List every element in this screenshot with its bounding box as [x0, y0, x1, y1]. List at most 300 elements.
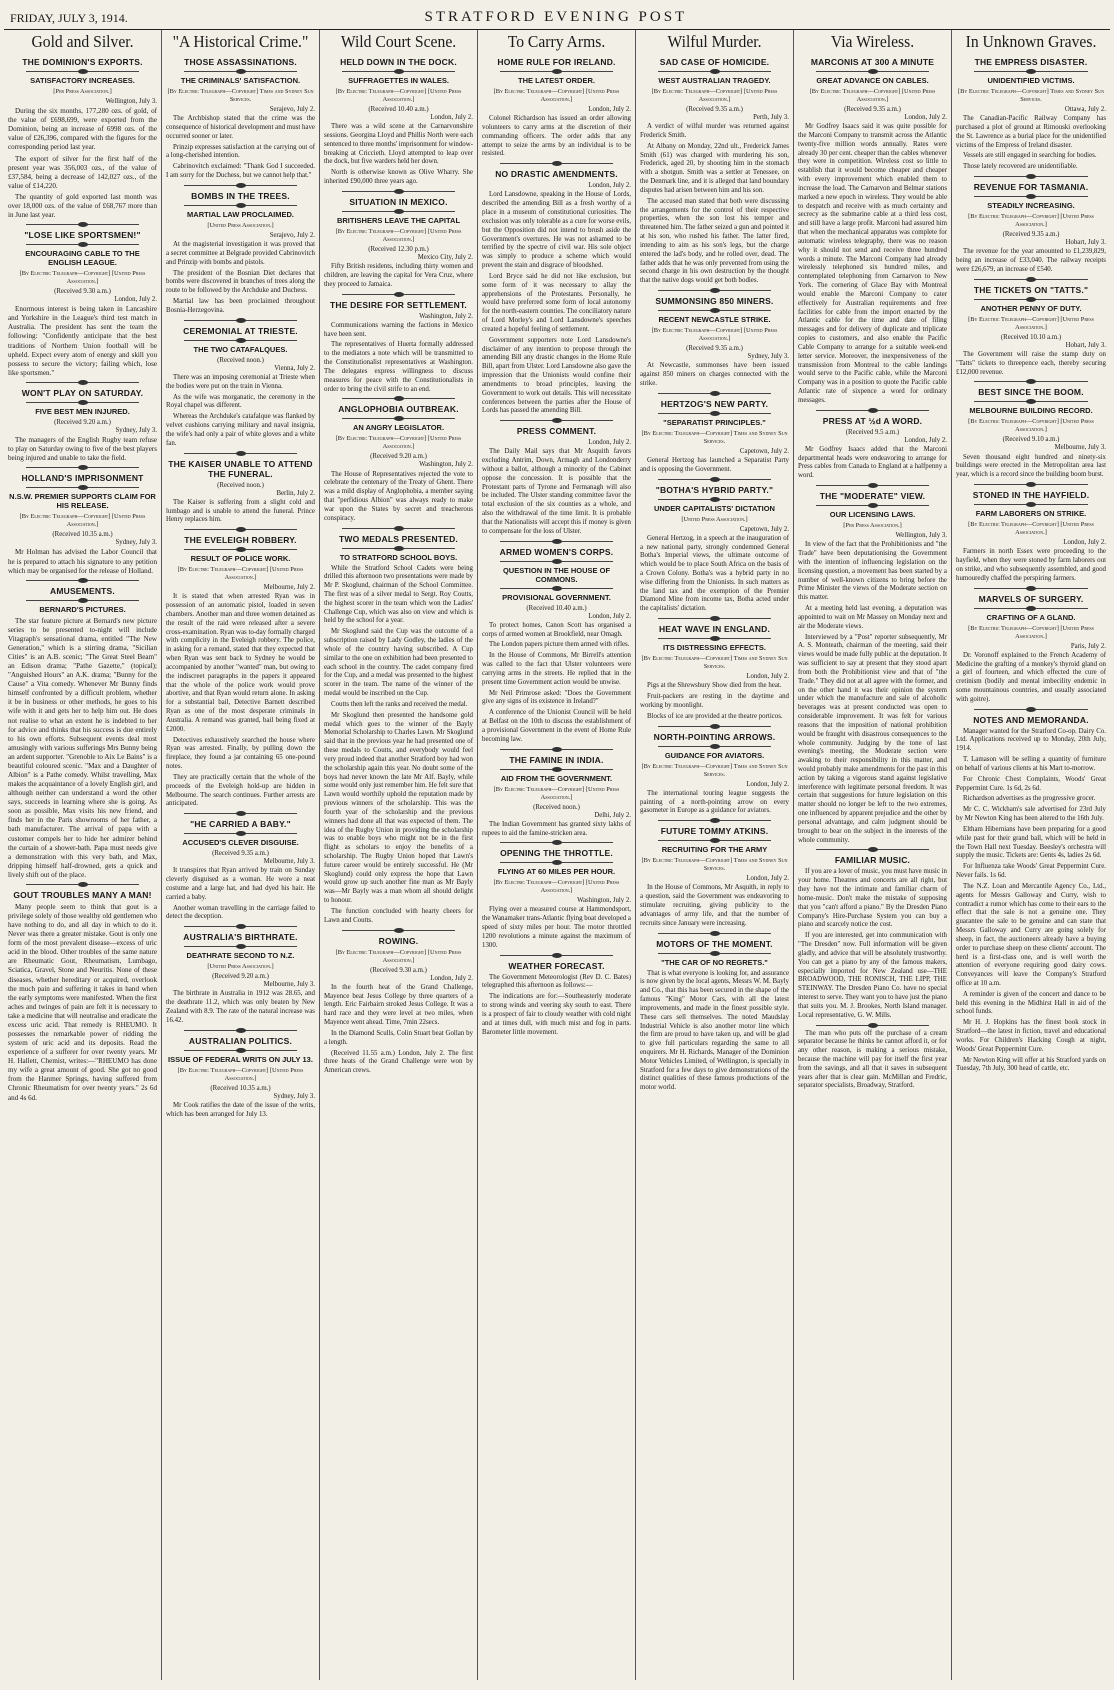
- received-time: (Received 9.35 a.m.): [686, 106, 743, 113]
- article: [798, 485, 947, 845]
- paragraph: Colonel Richardson has issued an order allowing volunteers to carry arms at the discretion of their commanding officers. The order adds that any attempt to seize the arms by an individual is to be resisted.: [482, 115, 631, 158]
- dateline: Vienna, July 2.: [274, 364, 315, 372]
- paragraph: Martial law has been proclaimed throughout Bosnia-Herzegovina.: [166, 298, 315, 314]
- press-credit: [By Electric Telegraph—Copyright] [United Press Association.]: [493, 88, 620, 103]
- dateline: Serajevo, July 2.: [269, 106, 315, 113]
- dateline: London, July 2.: [746, 673, 789, 681]
- article: [956, 588, 1106, 705]
- divider-rule: [658, 413, 771, 414]
- subheading: ANGLOPHOBIA OUTBREAK.: [338, 404, 459, 415]
- subheading: PRESS AT ½d A WORD.: [822, 415, 923, 426]
- paragraph: The N.Z. Loan and Mercantile Agency Co., Ltd., agents for Messrs Galloway and Curry, wish to contradict a rumor which has come to their ears to the effect that the sale is not a genuine one. They guarantee the sale to be genuine and can state that Messrs Galloway and Curry are going solely for sheep, in fact, the auctioneers already have a buying order to purchase sheep on these clients' account. The herd is a first-class one, and is well worth the attention of everyone requiring good dairy cows. Conveyances will leave the Company's Stratford office at 10 a.m.: [956, 882, 1106, 987]
- subheading: TO STRATFORD SCHOOL BOYS.: [339, 552, 458, 562]
- subheading: GREAT ADVANCE ON CABLES.: [816, 76, 929, 85]
- press-credit: [By Electric Telegraph—Copyright] [United Press Association.]: [809, 88, 936, 103]
- paragraph: Government supporters note Lord Lansdowne's disclaimer of any intention to propose through the amending Bill any drastic changes in the Home Rule Bill, apart from Ulster. Lord Lansdowne also gave the impression that the Unionists would confine their amendments to broad principles, leaving the Government to work out details. This will necessitate conferences between the parties after the House of Lords has passed the amending Bill.: [482, 336, 631, 415]
- subheading: HELD DOWN IN THE DOCK.: [340, 57, 457, 67]
- press-credit: [By Electric Telegraph—Copyright] [United Press Association.]: [651, 327, 778, 343]
- divider-rule: [974, 176, 1088, 177]
- divider-rule: [184, 453, 297, 454]
- press-credit: [By Electric Telegraph—Copyright] [United Press Association.]: [335, 88, 462, 103]
- paragraph: Many people seem to think that gout is a privilege solely of those wealthy old gentlemen who have nothing to do, and all day in which to do it. Never was there a greater mistake. Gout is only one form of the most prevalent disease—excess of uric acid in the blood. Other troubles of the same nature are Rheumatic Gout, Rheumatism, Lumbago, Sciatica, Gravel, Stone and Neuritis. None of these diseases, whether hereditary or acquired, overlook the much pain and suffering it takes in hand when the early symptoms were manifested. When the first aches and twinges of pain are felt it is necessary to take a medicine that will neutralise and eradicate the excess uric acid. That remedy is RHEUMO. It possesses the remarkable power of ridding the system of uric acid and its deposits. Read the experience of a sufferer for over twenty years. Mr H. Hallett, Chemist, writes:—"RHEUMO has done my wife a great amount of good. She got no good from the Hanmer Springs, having suffered from Chronic Rheumatism for over twenty years." 2s 6d and 4s 6d.: [8, 902, 157, 1102]
- received-time: (Received 9.35 a.m.): [212, 850, 269, 858]
- article: [640, 726, 789, 817]
- paragraph: The Kaiser is suffering from a slight cold and lumbago and is unable to attend the funeral. Prince Henry replaces him.: [166, 498, 315, 524]
- divider-rule: [816, 505, 929, 506]
- article: [482, 955, 631, 1038]
- paragraph: The Canadian-Pacific Railway Company has purchased a plot of ground at Rimouski overlooking the St. Lawrence as a burial place for the unidentified victims of the Empress of Ireland disaster.: [956, 115, 1106, 149]
- paragraph: The president of the Bosnian Diet declares that bombs were discovered in branches of trees along the route to be followed by the Archduke and Duchess.: [166, 269, 315, 295]
- press-credit: [By Electric Telegraph—Copyright] [United Press Association.]: [968, 521, 1094, 537]
- dateline: Washington, July 2.: [577, 897, 631, 905]
- divider-rule: [974, 484, 1088, 485]
- press-credit: [By Electric Telegraph—Copyright] [United Press Association.]: [968, 315, 1094, 331]
- subheading: CEREMONIAL AT TRIESTE.: [183, 325, 298, 336]
- column-2: [162, 30, 320, 1680]
- subheading: UNIDENTIFIED VICTIMS.: [987, 76, 1075, 85]
- paragraph: At Albany on Monday, 22nd ult., Frederick James Smith (61) was charged with murdering his son, Frederick, aged 20, by shooting him in the stomach with a shotgun. Smith was a settler at Tenessee, on the Denmark line, and it is alleged that land boundary disputes had arisen between him and his son.: [640, 142, 789, 194]
- subheading: SAD CASE OF HOMICIDE.: [659, 57, 770, 67]
- article: [798, 32, 947, 406]
- press-credit: [United Press Association.]: [681, 515, 748, 523]
- article: [8, 32, 157, 220]
- subheading: BRITISHERS LEAVE THE CAPITAL: [336, 215, 461, 225]
- divider-rule: [974, 709, 1088, 710]
- dateline: Melbourne, July 3.: [263, 981, 315, 989]
- headline: Wilful Murder.: [667, 32, 762, 51]
- paragraph: In view of the fact that the Prohibitionists and "the Trade" have been deputationising the Government with the intention of influencing legislation on the licensing question, a movement has been started by a number of well-known citizens to bring before the Prime Minister the views of the Moderate section on this matter.: [798, 541, 947, 602]
- subheading: GUIDANCE FOR AVIATORS.: [664, 750, 765, 760]
- paragraph: Another woman travelling in the carriage failed to detect the deception.: [166, 904, 315, 921]
- dateline: Melbourne, July 3.: [263, 858, 315, 866]
- paragraph: The quantity of gold exported last month was over 18,000 ozs. of the value of £68,767 more than in June last year.: [8, 192, 157, 220]
- subheading: WEATHER FORECAST.: [508, 960, 605, 971]
- paragraph: In the House of Commons, Mr Birrell's attention was called to the fact that Ulster volunteers were carrying arms in the streets. He replied that in the present time Government action would be unwise.: [482, 652, 631, 686]
- article: [956, 709, 1106, 1075]
- divider-rule: [658, 618, 771, 619]
- paragraph: The London papers picture them armed with rifles.: [489, 641, 630, 649]
- divider-rule: [658, 820, 771, 821]
- paragraph: The function concluded with hearty cheers for Lawn and Coutts.: [324, 907, 473, 924]
- divider-rule: [26, 382, 139, 383]
- paragraph: Fruit-packers are resting in the daytime and working by moonlight.: [640, 693, 789, 709]
- divider-rule: [816, 71, 929, 72]
- paragraph: The managers of the English Rugby team refuse to play on Saturday owing to five of the best players being injured and unable to take the field.: [8, 436, 157, 463]
- columns: [4, 30, 1110, 1680]
- article: [640, 618, 789, 721]
- paragraph: The House of Representatives rejected the vote to celebrate the centenary of the Treaty of Ghent. There was a mild display of Anglophobia, a member saying that "perfidious Albion" was always ready to make war upon the States by secret and treacherous conspiracy.: [324, 470, 473, 522]
- paragraph: At a meeting held last evening, a deputation was appointed to wait on Mr Massey on Monday next and air the Moderate views.: [798, 605, 947, 630]
- article: [482, 541, 631, 745]
- subheading: MARVELS OF SURGERY.: [978, 593, 1084, 604]
- received-time: (Received noon.): [533, 803, 580, 811]
- subheading: TWO MEDALS PRESENTED.: [339, 533, 458, 544]
- subheading: BEST SINCE THE BOOM.: [978, 387, 1084, 398]
- paragraph: The star feature picture at Bernard's new picture series to be presented to-night will include Vitagraph's sensational drama, entitled "The New Generation," which is a stirring drama, "Sicilian Cities" is an A.B. scenic; "The Great Steel Beam" an Edison drama; "Pathe Gazette," (topical); "Anguished Hours" an A.K. drama; "Bunny for the Cause" a Vita comedy. Whenever Mr Bunny finds himself confronted by a difficult problem, whether it be in business or other methods, he goes to his wife with it and gets her to help him out. He does not realise to what an extent he is indebted to her for advice and thinks that his success is due entirely to his own efforts. Subsequent events deal most amusingly with various sufferings Mrs Bunny being an ardent supporter. "Grenoble to Aix Le Bains" is a beautiful coloured scenic. "Max and a Daughter of Albion" is a Pathe comedy. Whilst travelling, Max makes the acquaintance of a lovely English girl, and although neither can understand a word the other says, succeeds in learning where she is going. As soon as possible, Max visits his new friend, and finds her in the Paris showrooms of her father, a bath manufacturer. The arrival of papa with a customer compels her to hide her admirer behind the curtain of a shower-bath. Papa must needs give a demonstration with this very bath, and Max, dripping himself half-drowned, gets a quick and lively shift out of the place.: [8, 616, 157, 879]
- paragraph: The international touring league suggests the painting of a north-pointing arrow on every gasometer in Europe as a guidance for aviators.: [640, 789, 789, 815]
- press-credit: [Per Press Association.]: [843, 522, 902, 530]
- subheading: DEATHRATE SECOND TO N.Z.: [186, 951, 295, 961]
- divider-rule: [500, 561, 613, 562]
- article: [482, 32, 631, 159]
- column-6: [794, 30, 952, 1680]
- received-time: (Received 10.40 a.m.): [368, 106, 429, 113]
- subheading: UNDER CAPITALISTS' DICTATION: [654, 503, 775, 513]
- divider-rule: [342, 191, 455, 192]
- subheading: RECRUITING FOR THE ARMY: [661, 845, 768, 855]
- dateline: London, July 2.: [430, 114, 473, 121]
- dateline: Wellington, July 3.: [105, 98, 157, 105]
- paragraph: At the magisterial investigation it was proved that a secret committee at Belgrade provided Cabrinovitch and Prinzip with bombs and pistols.: [166, 241, 315, 266]
- subheading: ANOTHER PENNY OF DUTY.: [980, 303, 1082, 313]
- paragraph: It transpires that Ryan arrived by train on Sunday cleverly disguised as a woman. He wore a neat costume and a large hat, and had dyed his hair. He carried a baby.: [166, 867, 315, 901]
- divider-rule: [658, 840, 771, 841]
- dateline: London, July 2.: [746, 875, 789, 883]
- divider-rule: [500, 588, 613, 589]
- article: [324, 32, 473, 187]
- subheading: ISSUE OF FEDERAL WRITS ON JULY 13.: [168, 1054, 313, 1064]
- paragraph: If you are interested, get into communication with "The Dresden" now. Full information will be given gladly, and advice that will be absolutely trustworthy. You can get a piano by any of the famous makers, especially imported for New Zealand use—THE BROADWOOD, THE RONISCH, THE LIPP, THE STEINWAY. The Dresden Piano Co. have no special interest to serve. They want you to have just the piano that suits you. M. J. Brookes, North Island manager. Local representative, G. W. Mills.: [798, 932, 947, 1019]
- press-credit: [By Electric Telegraph—Copyright] Times and Sydney Sun Services.: [641, 429, 788, 445]
- dateline: Melbourne, July 3.: [1054, 444, 1106, 452]
- paragraph: Manager wanted for the Stratford Co-op. Dairy Co. Ltd. Applications received up to Monday, 20th July, 1914.: [956, 727, 1106, 753]
- divider-rule: [658, 479, 771, 480]
- article: [8, 580, 157, 880]
- divider-rule: [658, 638, 771, 639]
- divider-rule: [500, 749, 613, 750]
- press-credit: [By Electric Telegraph—Copyright] Times and Sydney Sun Services.: [167, 88, 314, 103]
- paragraph: At Newcastle, summonses have been issued against 850 miners on charges connected with the strike.: [640, 362, 789, 387]
- headline: In Unknown Graves.: [965, 32, 1097, 51]
- divider-rule: [184, 71, 297, 72]
- dateline: Berlin, July 2.: [276, 489, 315, 497]
- article: [166, 926, 315, 1025]
- divider-rule: [26, 402, 139, 403]
- divider-rule: [658, 953, 771, 954]
- column-4: [478, 30, 636, 1680]
- paragraph: Mr Skoglund said the Cup was the outcome of a subscription raised by Lady Godley, the ladies of the whole of the country having subscribed. A Cup similar to the one on exhibition had been presented to each school in the country. The cadet company fired for the Cup, and a medal was presented to the highest scorer in the team. The name of the winner of the medal would be inscribed on the Cup.: [324, 628, 473, 698]
- subheading: PROVISIONAL GOVERNMENT.: [502, 592, 611, 602]
- paragraph: For Influenza take Woods' Great Peppermint Cure. Never fails. 1s 6d.: [956, 863, 1106, 880]
- subheading: WON'T PLAY ON SATURDAY.: [21, 387, 144, 398]
- paragraph: There was a wild scene at the Carnarvonshire sessions. Georgina Lloyd and Phillis North were each sentenced to three months' imprisonment for window-breaking at Criccieth. Lloyd attempted to leap over the dock, but five warders held her down.: [324, 123, 473, 166]
- subheading: NOTES AND MEMORANDA.: [973, 714, 1089, 725]
- paragraph: If you are a lover of music, you must have music in your home. Theatres and concerts are all right, but they have not the intimate and familiar charm of home-music. Don't make the mistake of supposing that you "can't afford a piano." By the Dresden Piano Company's Hire-Purchase System you can buy a piano and scarcely notice the cost.: [798, 868, 947, 929]
- received-time: (Received 9.35 a.m.): [1002, 231, 1060, 239]
- article: [324, 930, 473, 1076]
- paragraph: The Indian Government has granted sixty lakhs of rupees to aid the famine-stricken area.: [482, 820, 631, 837]
- article: [956, 176, 1106, 275]
- paragraph: The Daily Mail says that Mr Asquith favors excluding Antrim, Down, Armagh and Londonderry without a ballot, although a minority of the Cabinet oppose the concession. It is possible that the Protestant parts of Tyrone and Fermanagh will also be included. The Ulster standing committee favor the total exclusion of the six counties as a whole, and also the withdrawal of the time limit. It is probable that the Nationalists will accept this if money is given to compensate for the loss of Ulster.: [482, 448, 631, 535]
- received-time: (Received 10.10 a.m.): [1000, 333, 1062, 341]
- paragraph: Cabrinovitch exclaimed: "Thank God I succeeded. I am sorry for the Duchess, but we cannot help that.": [166, 163, 315, 180]
- article: [8, 224, 157, 378]
- article: [324, 294, 473, 395]
- subheading: OUR LICENSING LAWS.: [829, 510, 916, 520]
- article: [482, 163, 631, 416]
- subheading: THE CRIMINALS' SATISFACTION.: [180, 76, 301, 85]
- subheading: N.S.W. PREMIER SUPPORTS CLAIM FOR HIS RELEASE.: [9, 492, 156, 511]
- divider-rule: [658, 310, 771, 311]
- divider-rule: [974, 196, 1088, 197]
- divider-rule: [816, 1025, 929, 1026]
- press-credit: [By Electric Telegraph—Copyright] [United Press Association.]: [493, 785, 620, 801]
- divider-rule: [26, 224, 139, 225]
- paragraph: Vessels are still engaged in searching for bodies.: [963, 152, 1097, 160]
- paragraph: The birthrate in Australia in 1912 was 28.65, and the deathrate 11.2, which was only beaten by New Zealand with 8.9. The rate of the natural increase was 16.42.: [166, 990, 315, 1024]
- paragraph: It is stated that when arrested Ryan was in possession of an automatic pistol, loaded in seven chambers. Another man and three women detained as the result of the raid were released after a severe cross-examination. Ryan was to-day formally charged with complicity in the Eveleigh robbery. The police, in asking for a remand, stated that they expected that when Ryan was sent back to Sydney he would be accompanied by another "wanted" man, but owing to the indiscreet paragraphs in the papers it appeared that the whole of the police work would prove abortive, and that Ryan would return alone. In asking for a substantial bail, Detective Barnett described Ryan as one of the most desperate criminals in Australia. A remand was granted, bail being fixed at £2000.: [166, 593, 315, 733]
- press-credit: [By Electric Telegraph—Copyright] [United Press Association.]: [968, 624, 1094, 640]
- article: [640, 479, 789, 615]
- divider-rule: [658, 726, 771, 727]
- paragraph: There was an imposing ceremonial at Trieste when the bodies were put on the train in Vienna.: [166, 373, 315, 390]
- dateline: Wellington, July 3.: [895, 532, 947, 540]
- article: [324, 191, 473, 290]
- press-credit: [By Electric Telegraph—Copyright] [United Press Association.]: [177, 1066, 304, 1082]
- subheading: ROWING.: [378, 935, 419, 946]
- divider-rule: [658, 746, 771, 747]
- newspaper-page: [4, 4, 1110, 1682]
- subheading: AMUSEMENTS.: [49, 585, 115, 596]
- divider-rule: [500, 862, 613, 863]
- subheading: SUFFRAGETTES IN WALES.: [348, 76, 449, 85]
- paragraph: Enormous interest is being taken in Lancashire and Yorkshire in the League's third test match in Australia. The president has sent the team the following: "Confidently anticipate that the best traditions of Northern Union football will be upheld. Expect every atom of energy and skill you possess to secure the victory; failing which, lose like sportsmen.": [8, 305, 157, 377]
- subheading: ITS DISTRESSING EFFECTS.: [663, 643, 766, 653]
- divider-rule: [974, 608, 1088, 609]
- press-credit: [By Electric Telegraph—Copyright] [United Press Association.]: [968, 418, 1094, 434]
- subheading: PRESS COMMENT.: [516, 426, 597, 437]
- divider-rule: [816, 485, 929, 486]
- article: [166, 32, 315, 181]
- divider-rule: [500, 420, 613, 421]
- subheading: "BOTHA'S HYBRID PARTY.": [655, 484, 774, 495]
- paragraph: Whereas the Archduke's catafalque was flanked by velvet cushions carrying military and naval insignia, the wife's had only a pair of white gloves and a white fan.: [166, 413, 315, 447]
- subheading: FLYING AT 60 MILES PER HOUR.: [497, 867, 616, 877]
- subheading: AN ANGRY LEGISLATOR.: [352, 423, 445, 433]
- subheading: BOMBS IN THE TREES.: [191, 190, 290, 201]
- divider-rule: [342, 930, 455, 931]
- subheading: OPENING THE THROTTLE.: [500, 848, 613, 859]
- article: [166, 1030, 315, 1120]
- paragraph: Blocks of ice are provided at the theatre porticos.: [647, 712, 783, 720]
- paragraph: Lord Bryce said he did not like exclusion, but some form of it was necessary to allay the apprehensions of the Protestants. Personally, he would have preferred some form of local autonomy for the north-eastern counties. The conciliatory nature of Lord Morley's and Lord Lansdowne's speeches created a hopeful feeling of settlement.: [482, 272, 631, 333]
- article: [324, 528, 473, 926]
- paragraph: Mr C. C. Wickham's sale advertised for 23rd July by Mr Newton King has been altered to the 16th July.: [956, 806, 1106, 823]
- press-credit: [By Electric Telegraph—Copyright] [United Press Association.]: [19, 270, 146, 286]
- headline: Gold and Silver.: [31, 32, 134, 51]
- paragraph: In the fourth heat of the Grand Challenge, Mayence beat Jesus College by three quarters of a length. Eric Fairbairn stroked Jesus College. It was a hard race and they were level at two miles, when Mayence went ahead. Time, 7min 22secs.: [324, 983, 473, 1027]
- divider-rule: [26, 244, 139, 245]
- paragraph: The Archbishop stated that the crime was the consequence of historical development and must have occurred sooner or later.: [166, 115, 315, 140]
- subheading: AUSTRALIA'S BIRTHRATE.: [183, 932, 298, 943]
- divider-rule: [974, 588, 1088, 589]
- divider-rule: [342, 528, 455, 529]
- paragraph: Prinzip expresses satisfaction at the carrying out of a long-cherished intention.: [166, 143, 315, 160]
- paragraph: (Received 11.55 a.m.) London, July 2. The first three heats of the Grand Challenge were won by American crews.: [324, 1049, 473, 1075]
- subheading: WEST AUSTRALIAN TRAGEDY.: [658, 76, 771, 85]
- divider-rule: [26, 580, 139, 581]
- paragraph: Interviewed by a "Post" reporter subsequently, Mr A. S. Monteath, chairman of the meeting, said their views would be made fully public at the deputation. It was sufficient to say at present that they stood apart from both the Prohibitionist view and that of "the Trade." They did not at all agree with the former, and on the other hand it was their opinion the system under which the manufacture and sale of alcoholic beverages was at present conducted was open to considerable improvement. It was felt for various reasons that the imposition of national prohibition would be fraught with disastrous consequences to the whole community. Judging by the tone of last evening's meeting, the Moderate section were awaking to their responsibility in this matter, and would probably make amendments for the past in this action by taking a vigorous stand against legislative interference with legitimate personal freedom. It was certain that suggestions for future legislation on this matter should no longer be left to the two extremes, one influenced by apparent prejudice and the other by personal advantage, and calm judgment should be brought to bear on the subject in the interests of the whole community.: [798, 633, 947, 844]
- subheading: RESULT OF POLICE WORK.: [190, 554, 291, 564]
- dateline: Sydney, July 3.: [115, 539, 157, 547]
- headline: To Carry Arms.: [507, 32, 606, 51]
- subheading: SATISFACTORY INCREASES.: [30, 76, 135, 85]
- dateline: London, July 2.: [588, 439, 631, 447]
- divider-rule: [500, 955, 613, 956]
- article: [798, 849, 947, 1020]
- divider-rule: [26, 487, 139, 488]
- paragraph: Mr Newton King will offer at his Stratford yards on Tuesday, 7th July, 300 head of cattle, etc.: [956, 1056, 1106, 1073]
- divider-rule: [658, 290, 771, 291]
- divider-rule: [342, 211, 455, 212]
- headline: Via Wireless.: [830, 32, 915, 51]
- divider-rule: [26, 71, 139, 72]
- divider-rule: [342, 294, 455, 295]
- press-credit: [By Electric Telegraph—Copyright] [United Press Association.]: [335, 227, 462, 243]
- divider-rule: [26, 884, 139, 885]
- dateline: Capetown, July 2.: [739, 525, 789, 533]
- subheading: NORTH-POINTING ARROWS.: [653, 731, 776, 742]
- subheading: HEAT WAVE IN ENGLAND.: [658, 624, 771, 635]
- subheading: THE DESIRE FOR SETTLEMENT.: [330, 299, 467, 310]
- divider-rule: [342, 548, 455, 549]
- subheading: NO DRASTIC AMENDMENTS.: [495, 169, 618, 180]
- paragraph: A conference of the Unionist Council will be held at Belfast on the 10th to discuss the establishment of a provisional Government in the event of Home Rule becoming law.: [482, 709, 631, 743]
- article: [8, 467, 157, 575]
- divider-rule: [184, 340, 297, 341]
- paragraph: Mr Godfrey Isaacs added that the Marconi departmental heads were endeavoring to arrange for Press cables from Canada to England at a halfpenny a word.: [798, 445, 947, 480]
- paragraph: Seven thousand eight hundred and ninety-six buildings were erected in the Metropolitan area last year, which is a record since the building boom burst.: [956, 453, 1106, 479]
- subheading: AUSTRALIAN POLITICS.: [188, 1035, 293, 1046]
- column-3: [320, 30, 478, 1680]
- paragraph: Mr Skoglund then presented the handsome gold medal which goes to the winner of the Bayly Memorial Scholarship to Charles Lawn. Mr Skoglund said that in the previous year he had presented one of these medals to Coutts, and everybody would feel very proud indeed that another Stratford boy had won the scholarship again this year. No doubt some of the boys had never known the late Mr Alf. Bayly, while some would only just remember him. He felt sure that Lawn would worthily uphold the reputation made by previous winners of the scholarship. This was the fourth year of the scholarship and the previous winners had done all that was expected of them. The idea of the Rugby Union in providing the scholarship was to enable boys who might not be in the first flight as scholars to enjoy the benefits of a scholarship. The Rugby Union hoped that Lawn's future career would be entirely successful. He (Mr Skoglund) could only express the hope that Lawn would grow up such another fine man as Mr Bayly was—Mr Bayly was a man whom all should delight to honour.: [324, 711, 473, 905]
- received-time: (Received 9.30 a.m.): [54, 288, 111, 296]
- paragraph: During the six months, 177,280 ozs. of gold, of the value of £698,699, were exported from the Dominion, being an increase of 6998 ozs. of the value of £26,396, compared with the figures for the corresponding period last year.: [8, 107, 157, 152]
- article: [166, 320, 315, 449]
- subheading: THE TICKETS ON "TATTS.": [973, 284, 1089, 295]
- subheading: HERTZOG'S NEW PARTY.: [660, 398, 769, 409]
- paragraph: The indications are for:—Southeasterly moderate to strong winds and veering sky south to east. There is a prospect of fair to cloudy weather with cold night and at times dull, with much mist and fog in parts. Barometer little movement.: [482, 993, 631, 1036]
- press-credit: [By Electric Telegraph—Copyright] [United Press Association.]: [968, 213, 1094, 229]
- press-credit: [United Press Association.]: [207, 963, 274, 971]
- paragraph: As the wife was morganatic, the ceremony in the Royal chapel was different.: [166, 393, 315, 410]
- paragraph: General Hertzog, in a speech at the inauguration of a new national party, strongly condemned General Botha's Imperial views, the ultimate outcome of which would be to place South Africa on the basis of a Crown Colony. Botha's was a hybrid party in no wise differing from the Unionists. In such matters as the land tax and the exemption of the Premier Diamond Mine from income tax, Botha acted under the capitalists' dictation.: [640, 534, 789, 613]
- press-credit: [By Electric Telegraph—Copyright] [United Press Association.]: [19, 513, 146, 529]
- paragraph: The export of silver for the first half of the present year was 356,003 ozs., of the value of £37,584, being a decrease of 142,027 ozs., of the value of £14,220.: [8, 154, 157, 190]
- divider-rule: [26, 600, 139, 601]
- dateline: London, July 2.: [904, 114, 947, 121]
- masthead: [4, 4, 1110, 30]
- paragraph: Mr Godfrey Isaacs said it was quite possible for the Marconi Company to transmit across the Atlantic twenty-five million words annually. Rates were already 30 per cent. cheaper than the cables whenever they were in competition. Wireless cost so little to establish that it would become cheaper and cheaper with every improvement which enabled them to increase the load. The Carnarvon and Belmar stations marked a new epoch in wireless. They would be able to despatch and receive with as much certainty and secrecy as the submarine cable at a third less cost, and still have a large profit. Marconi had assured him that when the mechanical apparatus was complete for automatic wireless telegraphy, there was no reason why it should not send and receive three hundred words a minute. The Marconi Company had already wirelessly telephoned six hundred miles, and contemplated telephoning from Carnarvon to New York. The cornering of Glace Bay with Montreal would enable the Marconi Company to cater effectively for Australian requirements and free facilities for cable from the import enacted by the Atlantic cable for the time and date of filing messages and for delivery of duplicate and triplicate copies to customers, and also enable the Pacific Cable Company to arrange for a suitable week-end letter service. Moreover, the inexpensiveness of the transmission from Montreal to the cable landings would serve to the Pacific cable, while the Marconi Company was in a position to quote the Pacific cable Atlantic rate of sixpence a word for ordinary messages.: [798, 123, 947, 404]
- subheading: ACCUSED'S CLEVER DISGUISE.: [182, 838, 299, 848]
- divider-rule: [974, 279, 1088, 280]
- article: [482, 749, 631, 839]
- article: [8, 382, 157, 463]
- column-1: [4, 30, 162, 1680]
- dateline: London, July 2.: [588, 182, 631, 190]
- divider-rule: [974, 381, 1088, 382]
- dateline: Serajevo, July 2.: [269, 231, 315, 239]
- divider-rule: [26, 467, 139, 468]
- headline: "A Historical Crime.": [172, 32, 309, 51]
- paragraph: The Government will raise the stamp duty on "Tatts" tickets to threepence each, thereby securing £12,000 revenue.: [956, 350, 1106, 376]
- subheading: STEADILY INCREASING.: [987, 201, 1075, 211]
- article: [482, 420, 631, 536]
- subheading: REVENUE FOR TASMANIA.: [973, 182, 1089, 193]
- article: [166, 813, 315, 922]
- paragraph: They are practically certain that the whole of the proceeds of the Eveleigh hold-up are hidden in Melbourne. The search continues. Further arrests are anticipated.: [166, 773, 315, 808]
- divider-rule: [500, 71, 613, 72]
- divider-rule: [658, 933, 771, 934]
- dateline: London, July 2.: [588, 106, 631, 113]
- paragraph: Lord Lansdowne, speaking in the House of Lords, described the amending Bill as a fresh worthy of a place in a museum of constitutional curiosities. The exclusion was only tolerable as a cure for worse evils, but the Opposition did not intend to brush aside the Government's overtures. He was not ashamed to be terrified by the spectre of civil war. His sole object was simply to produce a scheme which would prevent the stain and disgrace of bloodshed.: [482, 191, 631, 270]
- paragraph: Mr H. J. Hopkins has the finest book stock in Stratford—the latest in fiction, travel and educational works. For Children's Hacking Cough at night, Woods' Great Peppermint Cure.: [956, 1019, 1106, 1053]
- newspaper-title: STRATFORD EVENING POST: [424, 9, 688, 25]
- paragraph: A reminder is given of the concert and dance to be held this evening in the Midhirst Hall in aid of the school funds.: [956, 990, 1106, 1016]
- received-time: (Received 10.40 a.m.): [526, 604, 587, 612]
- subheading: CRAFTING OF A GLAND.: [986, 612, 1076, 622]
- article: [166, 529, 315, 809]
- divider-rule: [974, 299, 1088, 300]
- received-time: (Received 9.10 a.m.): [1002, 436, 1060, 444]
- article: [956, 32, 1106, 172]
- subheading: MELBOURNE BUILDING RECORD.: [969, 406, 1093, 416]
- paragraph: Eltham Hibernians have been preparing for a good while past for their grand ball, which will be held in the Town Hall next Tuesday. Beesley's orchestra will supply the music. Tickets are: Gents 4s, ladies 2s 6d.: [956, 825, 1106, 860]
- subheading: MARTIAL LAW PROCLAIMED.: [187, 209, 294, 219]
- divider-rule: [184, 926, 297, 927]
- paragraph: Mr Cook ratifies the date of the issue of the writs, which has been arranged for July 13.: [166, 1101, 315, 1118]
- divider-rule: [658, 393, 771, 394]
- subheading: THE TWO CATAFALQUES.: [193, 344, 288, 354]
- article: [640, 933, 789, 1094]
- subheading: ENCOURAGING CABLE TO THE ENGLISH LEAGUE.: [25, 249, 140, 268]
- subheading: FARM LABORERS ON STRIKE.: [975, 509, 1087, 519]
- subheading: THE EMPRESS DISASTER.: [974, 57, 1088, 67]
- paragraph: For Chronic Chest Complaints, Woods' Great Peppermint Cure. 1s 6d, 2s 6d.: [956, 775, 1106, 792]
- divider-rule: [816, 849, 929, 850]
- subheading: THE FAMINE IN INDIA.: [509, 754, 604, 765]
- article: [956, 381, 1106, 480]
- subheading: "THE CAR OF NO REGRETS.": [661, 957, 768, 967]
- subheading: THE KAISER UNABLE TO ATTEND THE FUNERAL.: [168, 458, 313, 479]
- press-credit: [By Electric Telegraph—Copyright] Times and Sydney Sun Services.: [957, 88, 1104, 103]
- press-credit: [By Electric Telegraph—Copyright] Times and Sydney Sun Services.: [641, 762, 788, 778]
- divider-rule: [500, 163, 613, 164]
- paragraph: In the Diamond Sculls, Colin Stuart beat Gollan by a length.: [324, 1029, 473, 1046]
- paragraph: Flying over a measured course at Hammondsport, the Wanamaker trans-Atlantic flying boat developed a speed of sixty miles per hour. The motor throttled 1200 revolutions a minute against the maximum of 1300.: [482, 906, 631, 949]
- subheading: FIVE BEST MEN INJURED.: [35, 406, 130, 416]
- divider-rule: [500, 842, 613, 843]
- subheading: THOSE ASSASSINATIONS.: [184, 57, 297, 67]
- paragraph: The accused man stated that both were discussing the arrangements for the control of their respective properties, when the son lost his temper and threatened him. The father seized a gun and pointed it at his son, who rushed his father. The latter fired, intending to aim as his son's legs, but the charge entered the lad's body, and he rolled over, dead. The father adds that he was only prevented from using the second charge in his own destruction by the thought that the native dogs would get both bodies.: [640, 197, 789, 285]
- press-credit: [By Electric Telegraph—Copyright] [United Press Association.]: [335, 435, 462, 451]
- dateline: London, July 2.: [904, 436, 947, 444]
- paragraph: To protect homes, Canon Scott has organised a corps of armed women at Brookfield, near Omagh.: [482, 621, 631, 638]
- divider-rule: [658, 499, 771, 500]
- subheading: FAMILIAR MUSIC.: [834, 855, 911, 866]
- dateline: Sydney, July 3.: [273, 1092, 315, 1100]
- paragraph: Richardson advertises as the progressive grocer.: [963, 795, 1096, 803]
- paragraph: While the Stratford School Cadets were being drilled this afternoon two presentations were made by Mr P. Skoglund, chairman of the School Committee. The first was of a silver medal to Sergt. Roy Coutts, the highest scorer in the team which won the Ladies' Challenge Cup, which was also on view and which is held by the school for a year.: [324, 564, 473, 625]
- paragraph: The man who puts off the purchase of a cream separator because he thinks he cannot afford it, or for any other reason, is making a serious mistake, because the machine will pay for itself the first year from the savings, and all that it saves in subsequent years after that is clear gain. McMillan and Fredric, separator specialists, Broadway, Stratford.: [798, 1029, 947, 1090]
- dateline: London, July 2.: [746, 780, 789, 788]
- paragraph: Fifty British residents, including thirty women and children, are leaving the capital for Vera Cruz, where they proceed to Jamaica.: [324, 263, 473, 288]
- dateline: Delhi, July 2.: [594, 811, 631, 819]
- press-credit: [By Electric Telegraph—Copyright] [United Press Association.]: [177, 566, 304, 582]
- subheading: STONED IN THE HAYFIELD.: [972, 490, 1090, 501]
- received-time: (Received noon.): [217, 481, 264, 489]
- received-time: (Received 9.5 a.m.): [845, 428, 900, 436]
